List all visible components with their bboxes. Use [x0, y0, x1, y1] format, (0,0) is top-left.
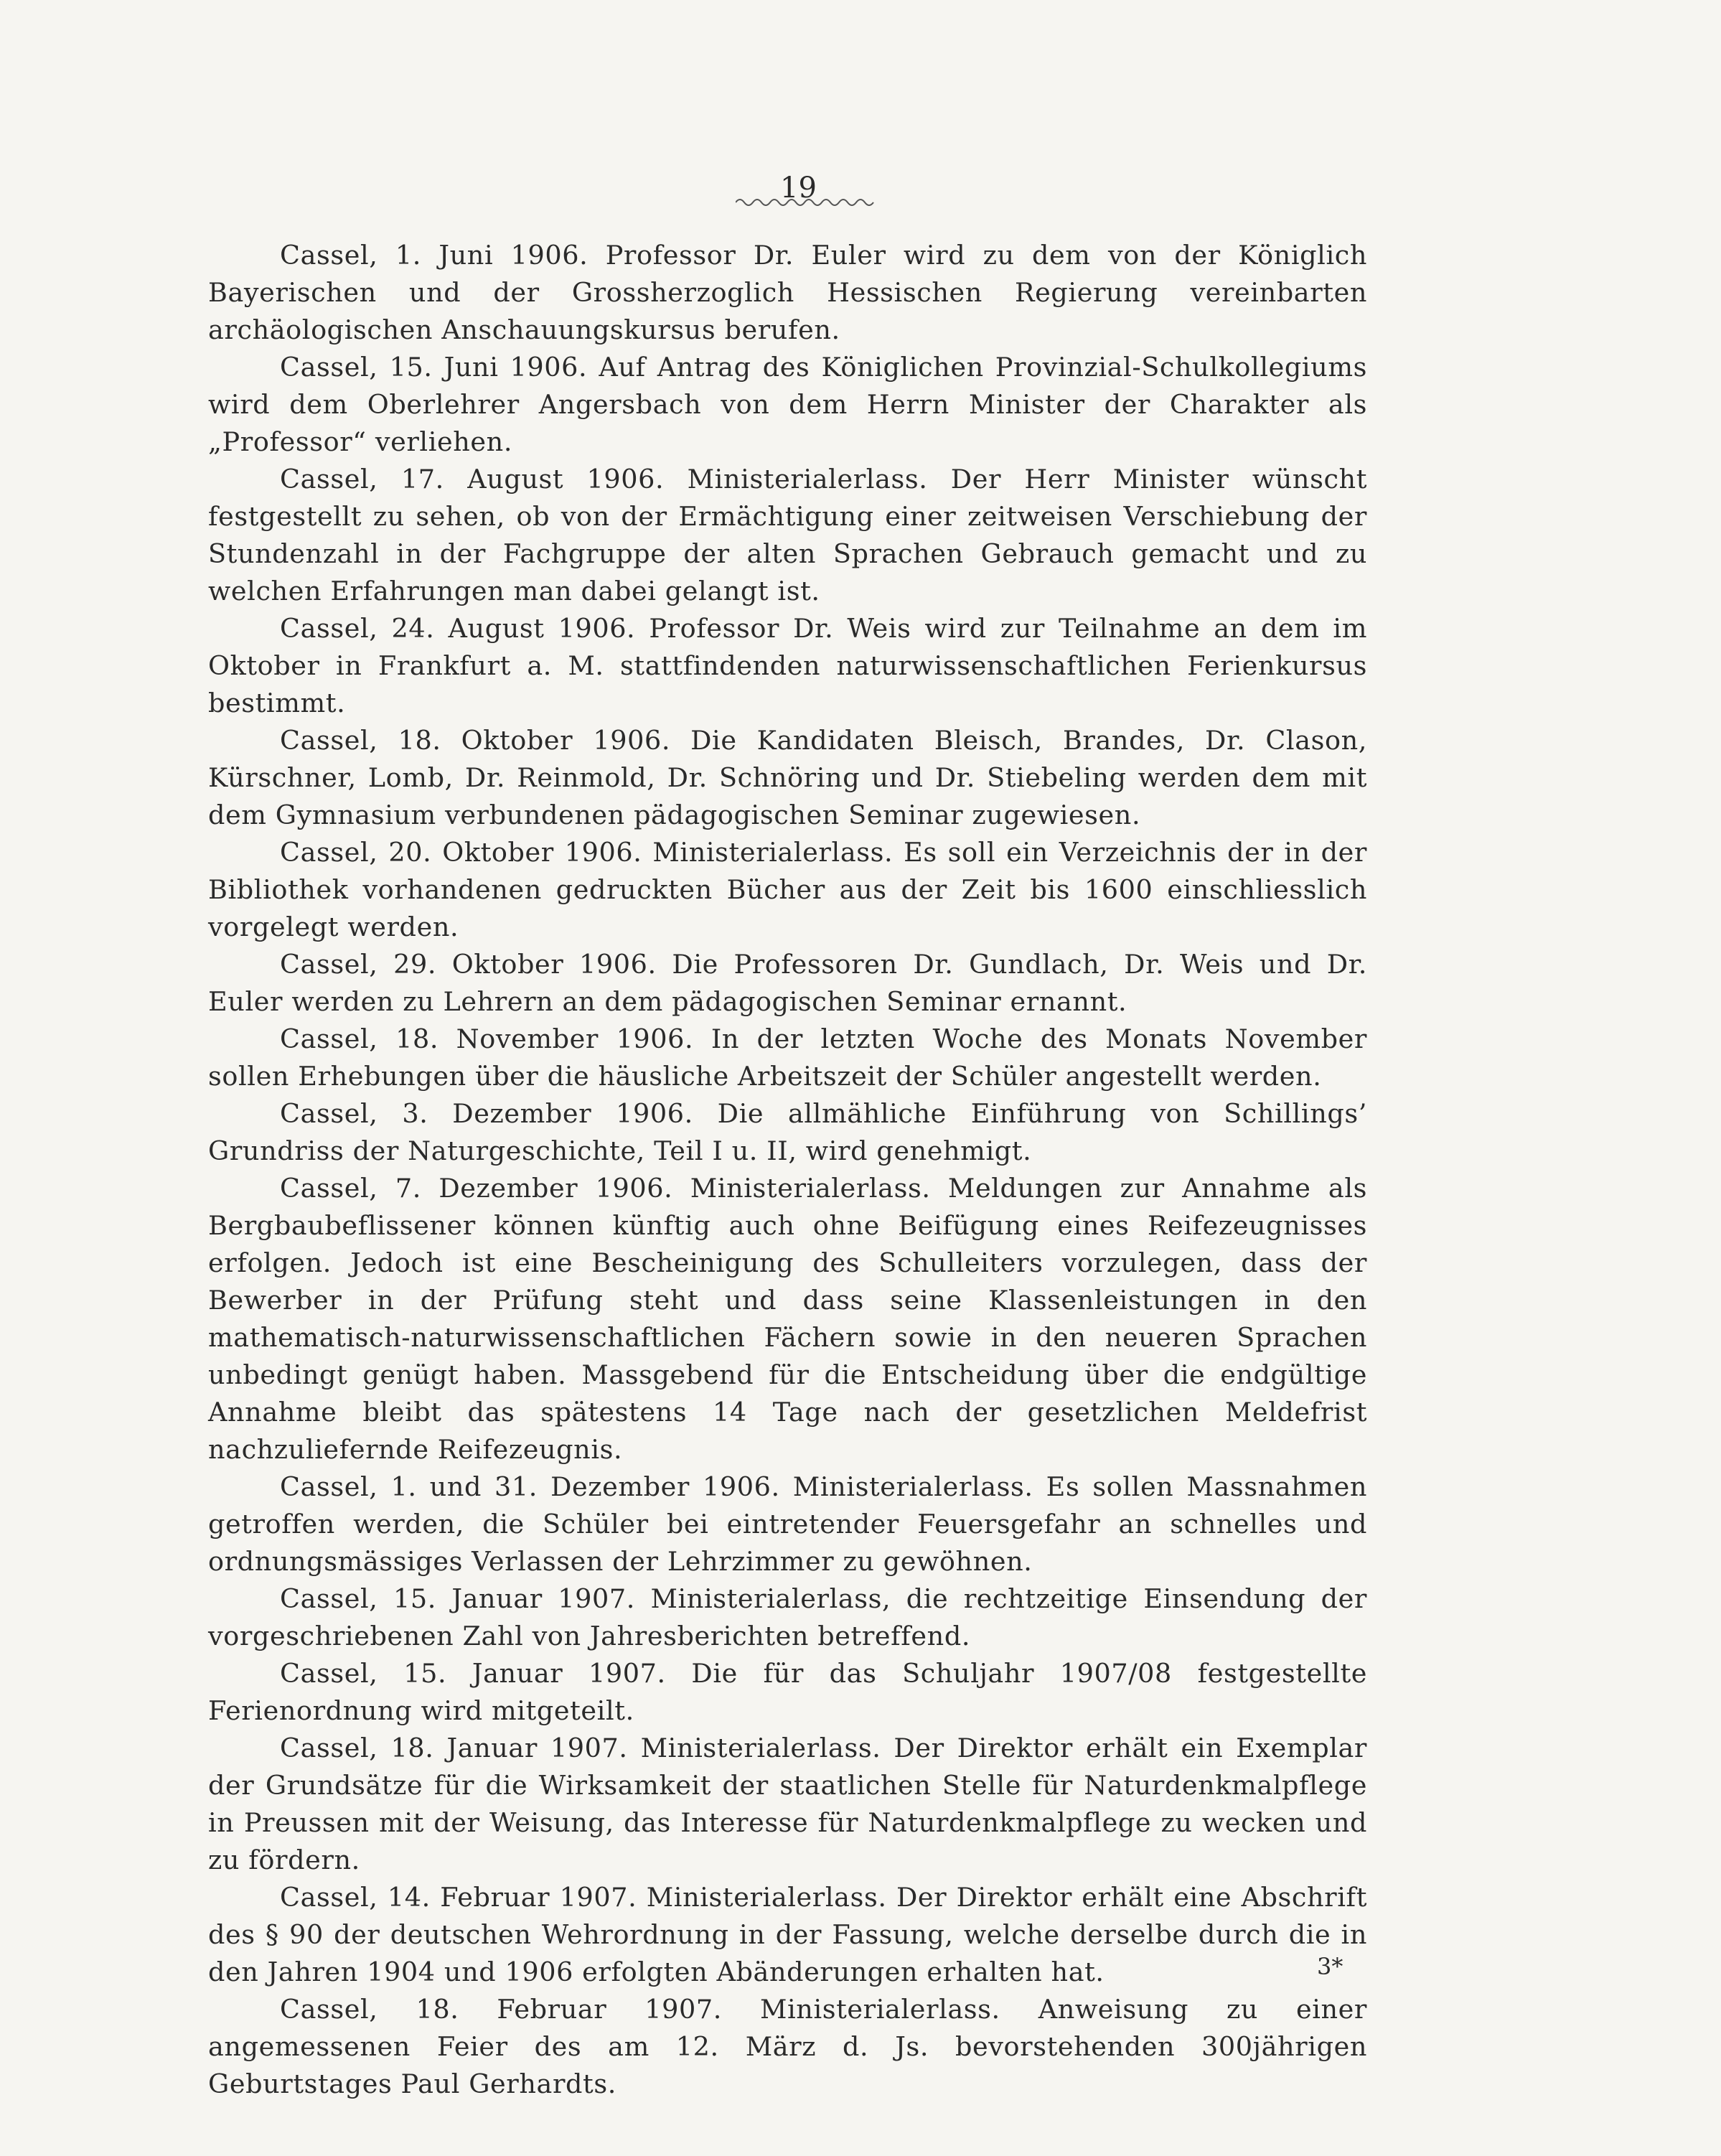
entry: Cassel, 20. Oktober 1906. Ministerialerlass. Es soll ein Verzeichnis der in der Bibliothek vorhandenen gedruckten Bücher aus der Zeit bis 1600 einschliesslich vorgelegt werden. [208, 837, 1367, 942]
entry: Cassel, 18. Januar 1907. Ministerialerlass. Der Direktor erhält ein Exemplar der Grundsätze für die Wirksamkeit der staatlichen Stelle für Naturdenkmalpflege in Preussen mit der Weisung, das Interesse für Naturdenkmalpflege zu wecken und zu fördern. [208, 1733, 1367, 1875]
entry: Cassel, 15. Januar 1907. Ministerialerlass, die rechtzeitige Einsendung der vorgeschriebenen Zahl von Jahresberichten betreffend. [208, 1583, 1367, 1651]
entry: Cassel, 18. Oktober 1906. Die Kandidaten Bleisch, Brandes, Dr. Clason, Kürschner, Lomb, Dr. Reinmold, Dr. Schnöring und Dr. Stiebeling werden dem mit dem Gymnasium verbundenen pädagogischen Seminar zugewiesen. [208, 725, 1367, 830]
entry: Cassel, 18. Februar 1907. Ministerialerlass. Anweisung zu einer angemessenen Feier des am 12. März d. Js. bevorstehenden 300jährigen Geburtstages Paul Gerhardts. [208, 1994, 1367, 2099]
entry: Cassel, 3. Dezember 1906. Die allmähliche Einführung von Schillings’ Grundriss der Naturgeschichte, Teil I u. II, wird genehmigt. [208, 1098, 1367, 1166]
entry: Cassel, 17. August 1906. Ministerialerlass. Der Herr Minister wünscht festgestellt zu sehen, ob von der Ermächtigung einer zeitweisen Verschiebung der Stundenzahl in der Fachgruppe der alten Sprachen Gebrauch gemacht und zu welchen Erfahrungen man dabei gelangt ist. [208, 464, 1367, 606]
entries-list [208, 237, 1367, 2103]
signature-mark: 3* [1317, 1953, 1343, 1980]
entry: Cassel, 18. November 1906. In der letzten Woche des Monats November sollen Erhebungen über die häusliche Arbeitszeit der Schüler angestellt werden. [208, 1023, 1367, 1092]
entry: Cassel, 7. Dezember 1906. Ministerialerlass. Meldungen zur Annahme als Bergbaubeflissener können künftig auch ohne Beifügung eines Reifezeugnisses erfolgen. Jedoch ist eine Bescheinigung des Schulleiters vorzulegen, dass der Bewerber in der Prüfung steht und dass seine Klassenleistungen in den mathematisch-naturwissenschaftlichen Fächern sowie in den neueren Sprachen unbedingt genügt haben. Massgebend für die Entscheidung über die endgültige Annahme bleibt das spätestens 14 Tage nach der gesetzlichen Meldefrist nachzuliefernde Reifezeugnis. [208, 1173, 1367, 1465]
page-number: 19 [780, 172, 817, 205]
entry: Cassel, 24. August 1906. Professor Dr. Weis wird zur Teilnahme an dem im Oktober in Frankfurt a. M. stattfindenden naturwissenschaftlichen Ferienkursus bestimmt. [208, 613, 1367, 718]
entry: Cassel, 1. und 31. Dezember 1906. Ministerialerlass. Es sollen Massnahmen getroffen werden, die Schüler bei eintretender Feuersgefahr an schnelles und ordnungsmässiges Verlassen der Lehrzimmer zu gewöhnen. [208, 1471, 1367, 1577]
entry: Cassel, 14. Februar 1907. Ministerialerlass. Der Direktor erhält eine Abschrift des § 90 der deutschen Wehrordnung in der Fassung, welche derselbe durch die in den Jahren 1904 und 1906 erfolgten Abänderungen erhalten hat. [208, 1882, 1367, 1987]
entry: Cassel, 29. Oktober 1906. Die Professoren Dr. Gundlach, Dr. Weis und Dr. Euler werden zu Lehrern an dem pädagogischen Seminar ernannt. [208, 949, 1367, 1017]
entry: Cassel, 15. Juni 1906. Auf Antrag des Königlichen Provinzial-Schulkollegiums wird dem Oberlehrer Angersbach von dem Herrn Minister der Charakter als „Professor“ verliehen. [208, 352, 1367, 457]
entry: Cassel, 15. Januar 1907. Die für das Schuljahr 1907/08 festgestellte Ferienordnung wird mitgeteilt. [208, 1658, 1367, 1726]
entry: Cassel, 1. Juni 1906. Professor Dr. Euler wird zu dem von der Königlich Bayerischen und der Grossherzoglich Hessischen Regierung vereinbarten archäologischen Anschauungskursus berufen. [208, 240, 1367, 345]
wavy-ornament-icon [736, 194, 879, 211]
